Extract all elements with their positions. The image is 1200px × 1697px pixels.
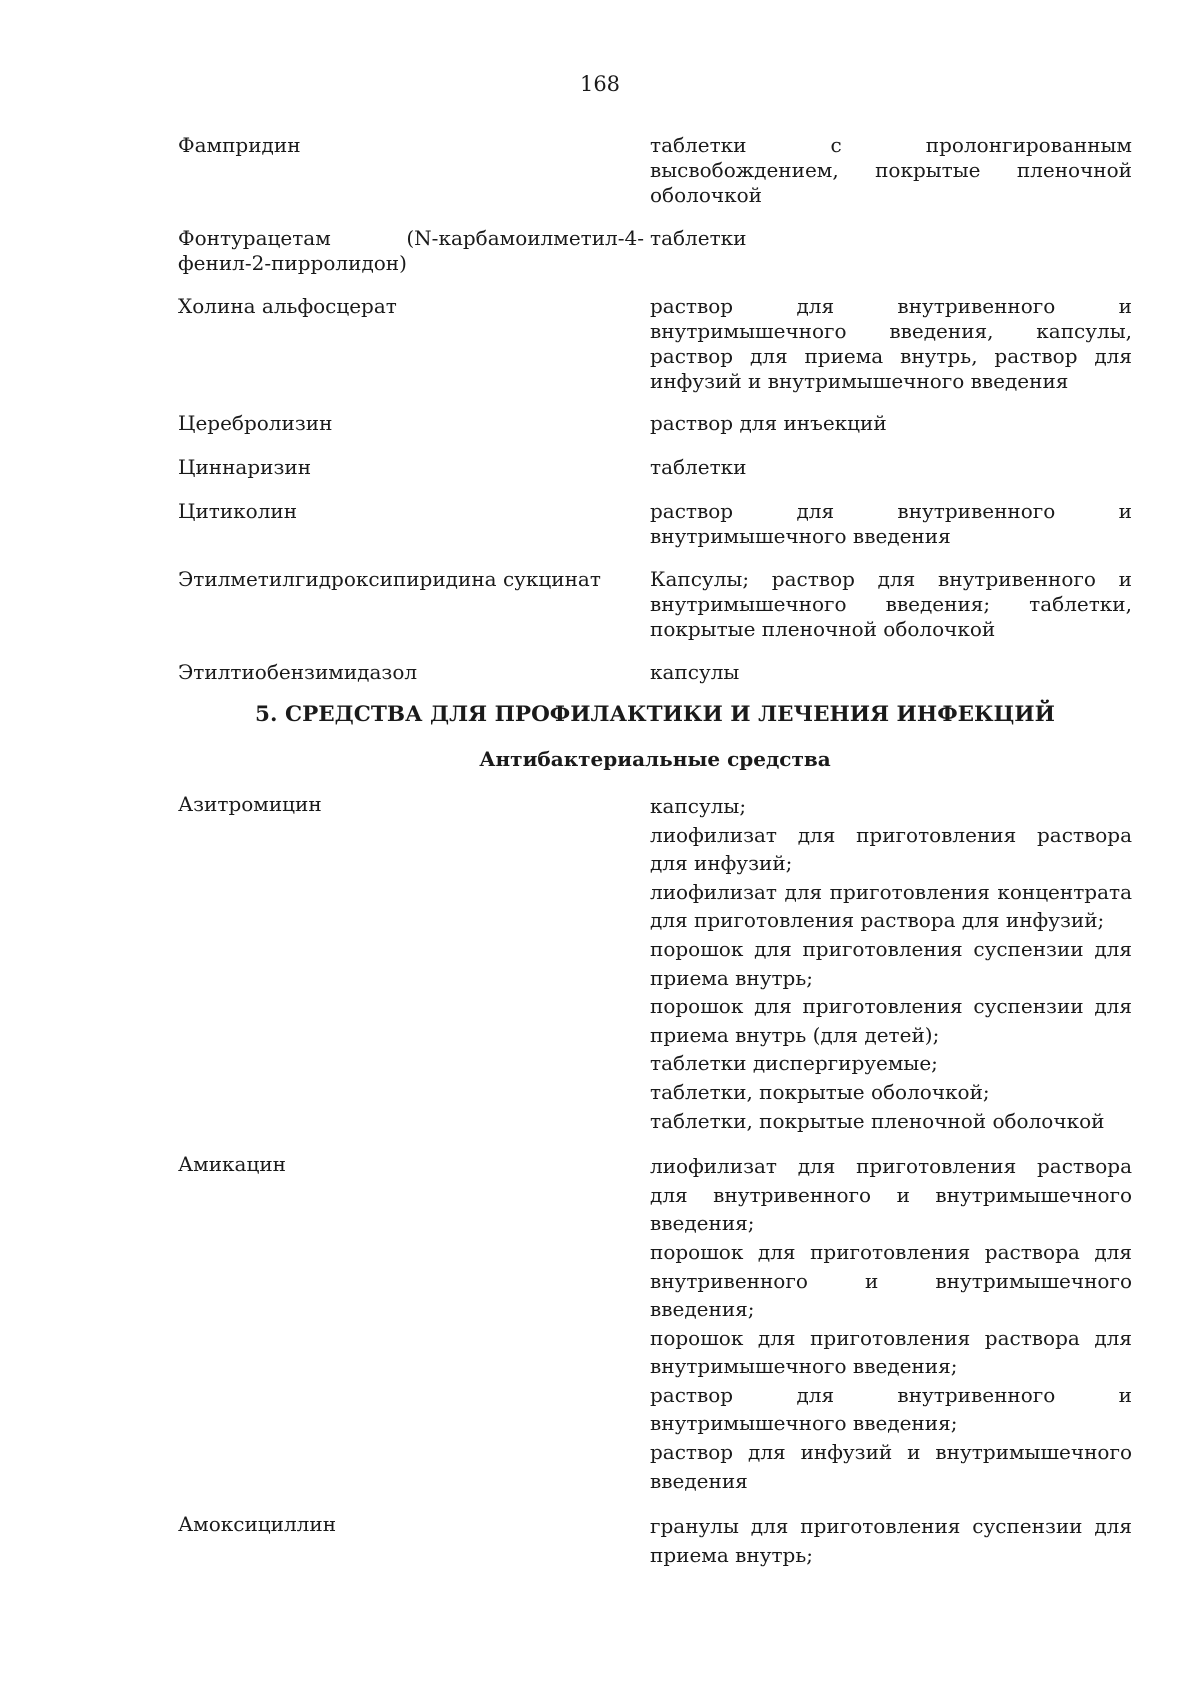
dosage-forms: капсулы [650,660,740,684]
list-item [178,455,1132,480]
dosage-form-line: порошок для приготовления раствора для внутривенного и внутримышечного введения; [650,1239,1132,1322]
dosage-form-line: порошок для приготовления суспензии для приема внутрь; [650,936,1132,990]
drug-name: Фампридин [178,133,301,157]
dosage-form-line: лиофилизат для приготовления раствора для внутривенного и внутримышечного введения; [650,1154,1132,1236]
list-item [178,226,1132,276]
drug-name: Цитиколин [178,499,298,523]
dosage-forms [650,1152,1132,1495]
drug-name: Азитромицин [178,792,322,816]
drug-name: Циннаризин [178,455,312,479]
dosage-forms: таблетки [650,226,747,250]
drug-name: Церебролизин [178,411,333,435]
dosage-forms: раствор для инъекций [650,411,887,435]
drug-name: Этилтиобензимидазол [178,660,418,684]
dosage-forms [650,792,1132,1135]
list-item [178,499,1132,549]
list-item [178,1152,1132,1495]
drug-name: Фонтурацетам (N-карбамоилметил-4-фенил-2-пирролидон) [178,226,644,275]
drug-name: Холина альфосцерат [178,294,397,318]
list-item [178,1512,1132,1569]
drug-name: Амикацин [178,1152,286,1177]
dosage-form-line: таблетки, покрытые оболочкой; [650,1079,990,1104]
dosage-forms: Капсулы; раствор для внутривенного и внутримышечного введения; таблетки, покрытые пленочной оболочкой [650,567,1132,641]
dosage-forms: таблетки с пролонгированным высвобождением, покрытые пленочной оболочкой [650,133,1132,207]
dosage-form-line: таблетки, покрытые пленочной оболочкой [650,1108,1105,1133]
list-item [178,133,1132,208]
list-item [178,411,1132,436]
drug-name: Амоксициллин [178,1512,337,1537]
dosage-forms: раствор для внутривенного и внутримышечного введения [650,499,1132,548]
dosage-form-line: порошок для приготовления раствора для внутримышечного введения; [650,1325,1132,1379]
section-title: 5. СРЕДСТВА ДЛЯ ПРОФИЛАКТИКИ И ЛЕЧЕНИЯ ИНФЕКЦИЙ [255,702,1055,727]
dosage-form-line: капсулы; [650,794,747,818]
dosage-forms [650,1512,1132,1569]
dosage-form-line: раствор для внутривенного и внутримышечного введения; [650,1382,1132,1436]
drug-name: Этилметилгидроксипиридина сукцинат [178,567,601,591]
dosage-form-line: таблетки диспергируемые; [650,1051,938,1076]
drug-list [178,133,1132,1569]
dosage-forms: раствор для внутривенного и внутримышечного введения, капсулы, раствор для приема внутрь, раствор для инфузий и внутримышечного введения [650,294,1132,393]
page-number: 168 [579,72,621,96]
dosage-forms: таблетки [650,455,747,479]
dosage-form-line: порошок для приготовления суспензии для приема внутрь (для детей); [650,994,1132,1047]
dosage-form-line: лиофилизат для приготовления раствора для инфузий; [650,822,1132,876]
dosage-form-line: гранулы для приготовления суспензии для приема внутрь; [650,1514,1132,1567]
list-item [178,660,1132,685]
subsection-title: Антибактериальные средства [479,747,831,771]
dosage-form-line: лиофилизат для приготовления концентрата для приготовления раствора для инфузий; [650,879,1132,933]
list-item [178,294,1132,394]
list-item [178,792,1132,1135]
list-item [178,567,1132,642]
dosage-form-line: раствор для инфузий и внутримышечного введения [650,1440,1132,1493]
